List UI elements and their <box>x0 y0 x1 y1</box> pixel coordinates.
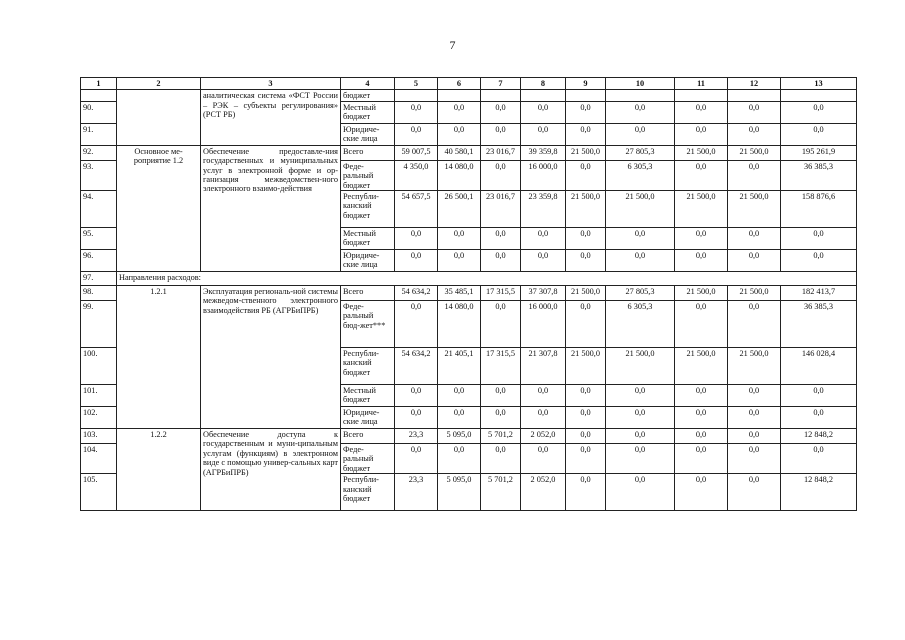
amount-cell: 21 500,0 <box>728 191 781 228</box>
column-header: 4 <box>341 78 395 90</box>
row-number-cell: 97. <box>81 272 117 286</box>
amount-cell: 54 634,2 <box>395 348 438 385</box>
amount-cell: 17 315,5 <box>481 286 521 301</box>
amount-cell: 0,0 <box>438 101 481 123</box>
amount-cell: 0,0 <box>675 444 728 474</box>
funding-source-cell: Всего <box>341 145 395 160</box>
amount-cell: 0,0 <box>438 385 481 407</box>
column-header: 12 <box>728 78 781 90</box>
amount-cell: 0,0 <box>606 385 675 407</box>
amount-cell: 0,0 <box>521 407 566 429</box>
amount-cell: 21 500,0 <box>675 348 728 385</box>
amount-cell: 0,0 <box>728 160 781 190</box>
amount-cell: 21 307,8 <box>521 348 566 385</box>
measure-code-cell: Основное ме-роприятие 1.2 <box>117 145 201 271</box>
amount-cell: 0,0 <box>675 250 728 272</box>
amount-cell: 0,0 <box>481 301 521 348</box>
column-header: 1 <box>81 78 117 90</box>
amount-cell: 0,0 <box>521 250 566 272</box>
amount-cell <box>438 90 481 101</box>
amount-cell: 0,0 <box>606 250 675 272</box>
amount-cell: 35 485,1 <box>438 286 481 301</box>
amount-cell: 0,0 <box>728 429 781 444</box>
amount-cell: 0,0 <box>728 385 781 407</box>
amount-cell: 0,0 <box>521 228 566 250</box>
amount-cell: 0,0 <box>781 250 857 272</box>
amount-cell: 21 500,0 <box>566 145 606 160</box>
funding-source-cell: Республи-канский бюджет <box>341 474 395 511</box>
amount-cell: 0,0 <box>781 444 857 474</box>
amount-cell: 26 500,1 <box>438 191 481 228</box>
amount-cell: 21 500,0 <box>728 348 781 385</box>
amount-cell: 0,0 <box>481 444 521 474</box>
amount-cell: 182 413,7 <box>781 286 857 301</box>
amount-cell: 0,0 <box>438 228 481 250</box>
column-header: 5 <box>395 78 438 90</box>
funding-source-cell: Всего <box>341 429 395 444</box>
table-row <box>81 145 857 160</box>
amount-cell: 0,0 <box>395 228 438 250</box>
amount-cell: 14 080,0 <box>438 160 481 190</box>
column-header: 7 <box>481 78 521 90</box>
amount-cell: 0,0 <box>438 123 481 145</box>
amount-cell <box>606 90 675 101</box>
amount-cell: 0,0 <box>728 444 781 474</box>
amount-cell: 0,0 <box>728 250 781 272</box>
table-row <box>81 429 857 444</box>
funding-source-cell: Юридиче-ские лица <box>341 407 395 429</box>
amount-cell: 36 385,3 <box>781 160 857 190</box>
funding-source-cell: Республи-канский бюджет <box>341 191 395 228</box>
amount-cell: 0,0 <box>481 101 521 123</box>
amount-cell: 0,0 <box>481 407 521 429</box>
amount-cell: 158 876,6 <box>781 191 857 228</box>
amount-cell: 0,0 <box>566 474 606 511</box>
amount-cell: 0,0 <box>395 101 438 123</box>
amount-cell: 0,0 <box>781 385 857 407</box>
amount-cell: 0,0 <box>606 429 675 444</box>
amount-cell: 5 701,2 <box>481 474 521 511</box>
amount-cell: 195 261,9 <box>781 145 857 160</box>
direction-label-cell: Направления расходов: <box>117 272 857 286</box>
amount-cell: 21 500,0 <box>566 286 606 301</box>
amount-cell: 0,0 <box>566 160 606 190</box>
amount-cell: 54 657,5 <box>395 191 438 228</box>
column-header: 8 <box>521 78 566 90</box>
amount-cell: 5 095,0 <box>438 429 481 444</box>
amount-cell: 0,0 <box>781 101 857 123</box>
row-number-cell: 105. <box>81 474 117 511</box>
amount-cell: 0,0 <box>606 474 675 511</box>
amount-cell: 21 500,0 <box>566 348 606 385</box>
amount-cell: 0,0 <box>481 250 521 272</box>
amount-cell: 12 848,2 <box>781 429 857 444</box>
row-number-cell: 102. <box>81 407 117 429</box>
funding-source-cell: Феде-ральный бюджет <box>341 444 395 474</box>
amount-cell: 16 000,0 <box>521 160 566 190</box>
amount-cell: 0,0 <box>395 444 438 474</box>
amount-cell: 0,0 <box>728 101 781 123</box>
page-number: 7 <box>449 38 456 52</box>
amount-cell: 21 500,0 <box>675 286 728 301</box>
amount-cell: 0,0 <box>521 444 566 474</box>
amount-cell: 0,0 <box>728 474 781 511</box>
amount-cell: 59 007,5 <box>395 145 438 160</box>
amount-cell: 27 805,3 <box>606 286 675 301</box>
amount-cell: 0,0 <box>566 250 606 272</box>
measure-name-cell: Обеспечение предоставле-ния государственных и муниципальных услуг в электронной форме и ор-ганизация межведомствен-ного электронного взаимо-действия <box>201 145 341 271</box>
amount-cell: 54 634,2 <box>395 286 438 301</box>
amount-cell: 12 848,2 <box>781 474 857 511</box>
amount-cell: 0,0 <box>781 407 857 429</box>
amount-cell: 16 000,0 <box>521 301 566 348</box>
amount-cell: 0,0 <box>606 228 675 250</box>
column-header: 13 <box>781 78 857 90</box>
column-header: 11 <box>675 78 728 90</box>
amount-cell: 0,0 <box>728 228 781 250</box>
amount-cell: 0,0 <box>395 250 438 272</box>
row-number-cell: 95. <box>81 228 117 250</box>
row-number-cell: 104. <box>81 444 117 474</box>
amount-cell <box>728 90 781 101</box>
amount-cell: 14 080,0 <box>438 301 481 348</box>
amount-cell <box>395 90 438 101</box>
amount-cell: 0,0 <box>781 228 857 250</box>
amount-cell: 21 500,0 <box>675 191 728 228</box>
amount-cell: 21 500,0 <box>728 286 781 301</box>
amount-cell: 0,0 <box>675 160 728 190</box>
amount-cell: 0,0 <box>566 301 606 348</box>
amount-cell <box>566 90 606 101</box>
amount-cell: 6 305,3 <box>606 160 675 190</box>
amount-cell: 21 500,0 <box>566 191 606 228</box>
row-number-cell <box>81 90 117 101</box>
funding-source-cell: Местный бюджет <box>341 228 395 250</box>
amount-cell: 5 701,2 <box>481 429 521 444</box>
funding-source-cell: Республи-канский бюджет <box>341 348 395 385</box>
header-row <box>81 78 857 90</box>
row-number-cell: 100. <box>81 348 117 385</box>
funding-source-cell: Всего <box>341 286 395 301</box>
row-number-cell: 99. <box>81 301 117 348</box>
amount-cell: 0,0 <box>521 385 566 407</box>
amount-cell: 37 307,8 <box>521 286 566 301</box>
funding-source-cell: Юридиче-ские лица <box>341 123 395 145</box>
amount-cell: 21 500,0 <box>606 348 675 385</box>
funding-source-cell: Местный бюджет <box>341 101 395 123</box>
measure-name-cell: Обеспечение доступа к государственным и муни-ципальным услугам (функциям) в электронном виде с помощью универ-сальных карт (АГРБиПРБ) <box>201 429 341 511</box>
amount-cell: 2 052,0 <box>521 474 566 511</box>
amount-cell: 0,0 <box>566 385 606 407</box>
amount-cell: 21 500,0 <box>675 145 728 160</box>
amount-cell: 27 805,3 <box>606 145 675 160</box>
amount-cell: 0,0 <box>566 123 606 145</box>
measure-code-cell: 1.2.2 <box>117 429 201 511</box>
table-row <box>81 286 857 301</box>
row-number-cell: 101. <box>81 385 117 407</box>
amount-cell: 36 385,3 <box>781 301 857 348</box>
amount-cell: 0,0 <box>481 385 521 407</box>
amount-cell: 0,0 <box>606 407 675 429</box>
amount-cell: 0,0 <box>438 250 481 272</box>
amount-cell: 0,0 <box>781 123 857 145</box>
table-row <box>81 90 857 101</box>
amount-cell: 0,0 <box>606 101 675 123</box>
amount-cell: 0,0 <box>521 123 566 145</box>
column-header: 3 <box>201 78 341 90</box>
amount-cell: 146 028,4 <box>781 348 857 385</box>
amount-cell: 23 016,7 <box>481 191 521 228</box>
amount-cell: 0,0 <box>481 123 521 145</box>
amount-cell: 0,0 <box>566 101 606 123</box>
amount-cell: 0,0 <box>728 123 781 145</box>
amount-cell: 0,0 <box>675 429 728 444</box>
amount-cell: 21 500,0 <box>728 145 781 160</box>
amount-cell: 17 315,5 <box>481 348 521 385</box>
column-header: 2 <box>117 78 201 90</box>
amount-cell <box>521 90 566 101</box>
amount-cell: 0,0 <box>566 444 606 474</box>
funding-source-cell: Местный бюджет <box>341 385 395 407</box>
amount-cell: 0,0 <box>481 160 521 190</box>
funding-source-cell: бюджет <box>341 90 395 101</box>
measure-code-cell: 1.2.1 <box>117 286 201 429</box>
row-number-cell: 93. <box>81 160 117 190</box>
measure-code-cell <box>117 90 201 145</box>
amount-cell: 0,0 <box>438 444 481 474</box>
amount-cell: 0,0 <box>481 228 521 250</box>
amount-cell: 0,0 <box>675 101 728 123</box>
amount-cell: 21 500,0 <box>606 191 675 228</box>
amount-cell: 0,0 <box>438 407 481 429</box>
amount-cell: 0,0 <box>395 123 438 145</box>
amount-cell: 5 095,0 <box>438 474 481 511</box>
amount-cell: 23,3 <box>395 429 438 444</box>
measure-name-cell: Эксплуатация региональ-ной системы межведом-ственного электронного взаимодействия РБ (АГРБиПРБ) <box>201 286 341 429</box>
amount-cell: 0,0 <box>566 429 606 444</box>
amount-cell: 6 305,3 <box>606 301 675 348</box>
row-number-cell: 96. <box>81 250 117 272</box>
amount-cell: 23,3 <box>395 474 438 511</box>
measure-name-cell: аналитическая система «ФСТ России – РЭК – субъекты регулирования» (РСТ РБ) <box>201 90 341 145</box>
funding-source-cell: Феде-ральный бюд-жет*** <box>341 301 395 348</box>
table-row <box>81 272 857 286</box>
amount-cell: 0,0 <box>566 228 606 250</box>
amount-cell: 0,0 <box>675 474 728 511</box>
funding-source-cell: Юридиче-ские лица <box>341 250 395 272</box>
amount-cell: 0,0 <box>675 301 728 348</box>
budget-table <box>80 77 857 511</box>
amount-cell: 0,0 <box>395 407 438 429</box>
amount-cell: 0,0 <box>675 407 728 429</box>
amount-cell <box>675 90 728 101</box>
column-header: 6 <box>438 78 481 90</box>
amount-cell: 0,0 <box>675 123 728 145</box>
amount-cell: 0,0 <box>521 101 566 123</box>
column-header: 9 <box>566 78 606 90</box>
funding-source-cell: Феде-ральный бюджет <box>341 160 395 190</box>
amount-cell: 0,0 <box>606 444 675 474</box>
amount-cell: 23 016,7 <box>481 145 521 160</box>
amount-cell: 21 405,1 <box>438 348 481 385</box>
row-number-cell: 98. <box>81 286 117 301</box>
amount-cell: 0,0 <box>675 228 728 250</box>
row-number-cell: 91. <box>81 123 117 145</box>
row-number-cell: 92. <box>81 145 117 160</box>
amount-cell <box>781 90 857 101</box>
amount-cell: 0,0 <box>728 407 781 429</box>
amount-cell: 23 359,8 <box>521 191 566 228</box>
row-number-cell: 90. <box>81 101 117 123</box>
amount-cell: 4 350,0 <box>395 160 438 190</box>
row-number-cell: 94. <box>81 191 117 228</box>
row-number-cell: 103. <box>81 429 117 444</box>
amount-cell: 0,0 <box>566 407 606 429</box>
column-header: 10 <box>606 78 675 90</box>
amount-cell <box>481 90 521 101</box>
amount-cell: 2 052,0 <box>521 429 566 444</box>
amount-cell: 0,0 <box>728 301 781 348</box>
amount-cell: 0,0 <box>395 301 438 348</box>
amount-cell: 39 359,8 <box>521 145 566 160</box>
amount-cell: 0,0 <box>395 385 438 407</box>
amount-cell: 0,0 <box>606 123 675 145</box>
amount-cell: 0,0 <box>675 385 728 407</box>
amount-cell: 40 580,1 <box>438 145 481 160</box>
